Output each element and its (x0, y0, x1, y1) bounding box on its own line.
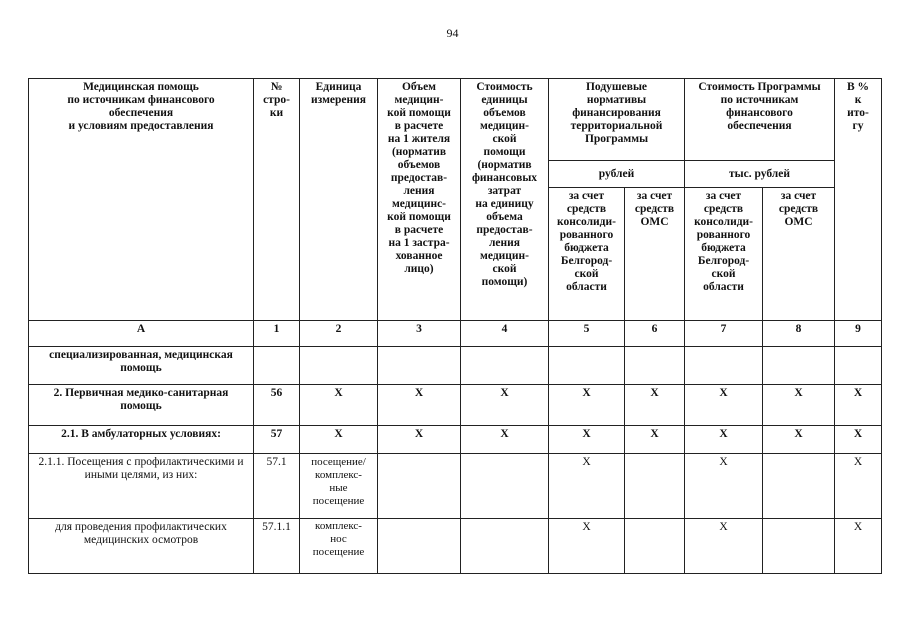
row-label: 2. Первичная медико-санитарная помощь (29, 385, 254, 426)
row-label: специализированная, медицинская помощь (29, 347, 254, 385)
index-cell: 6 (625, 321, 685, 347)
table-row: 2.1.1. Посещения с профилактическими и иными целями, из них: 57.1 посещение/ комплекс- ные посещение Х Х Х (29, 454, 882, 519)
row-label: 2.1.1. Посещения с профилактическими и иными целями, из них: (29, 454, 254, 519)
row-unit: посещение/ комплекс- ные посещение (300, 454, 378, 519)
page-number: 94 (446, 26, 459, 40)
index-cell: 3 (378, 321, 461, 347)
header-budget-1: за счет средств консолиди- рованного бюджета Белгород- ской области (549, 188, 625, 321)
table-row: для проведения профилактических медицинских осмотров 57.1.1 комплекс- нос посещение Х Х Х (29, 519, 882, 574)
header-budget-2: за счет средств консолиди- рованного бюджета Белгород- ской области (685, 188, 763, 321)
row-number: 56 (254, 385, 300, 426)
header-unit-rubles: рублей (549, 161, 685, 188)
header-program-cost: Стоимость Программы по источникам финансового обеспечения (685, 79, 835, 161)
index-cell: 2 (300, 321, 378, 347)
header-volume: Объем медицин- кой помощи в расчете на 1 жителя (норматив объемов предостав- ления медицинс- кой помощи в расчете на 1 застра- хованное лицо) (378, 79, 461, 321)
index-cell: 1 (254, 321, 300, 347)
index-cell: А (29, 321, 254, 347)
table-row (29, 347, 882, 385)
table-row: 2. Первичная медико-санитарная помощь 56 Х Х Х Х Х Х Х Х (29, 385, 882, 426)
header-oms-1: за счет средств ОМС (625, 188, 685, 321)
header-unit: Единица измерения (300, 79, 378, 321)
index-cell: 5 (549, 321, 625, 347)
index-cell: 8 (763, 321, 835, 347)
index-cell: 7 (685, 321, 763, 347)
index-row (29, 321, 882, 347)
header-unit-thousand-rubles: тыс. рублей (685, 161, 835, 188)
header-row-number: № стро- ки (254, 79, 300, 321)
financing-table (28, 78, 882, 574)
header-per-capita: Подушевые нормативы финансирования территориальной Программы (549, 79, 685, 161)
header-percent: В % к ито- гу (835, 79, 882, 321)
row-label: 2.1. В амбулаторных условиях: (29, 426, 254, 454)
header-unit-cost: Стоимость единицы объемов медицин- ской помощи (норматив финансовых затрат на единицу объема предостав- ления медицин- ской помощи) (461, 79, 549, 321)
row-number: 57.1.1 (254, 519, 300, 574)
row-number: 57.1 (254, 454, 300, 519)
index-cell: 4 (461, 321, 549, 347)
row-unit: комплекс- нос посещение (300, 519, 378, 574)
header-oms-2: за счет средств ОМС (763, 188, 835, 321)
table-row: 2.1. В амбулаторных условиях: 57 Х Х Х Х Х Х Х Х (29, 426, 882, 454)
row-label: для проведения профилактических медицинских осмотров (29, 519, 254, 574)
index-cell: 9 (835, 321, 882, 347)
header-care-type: Медицинская помощь по источникам финансового обеспечения и условиям предоставления (29, 79, 254, 321)
row-number: 57 (254, 426, 300, 454)
